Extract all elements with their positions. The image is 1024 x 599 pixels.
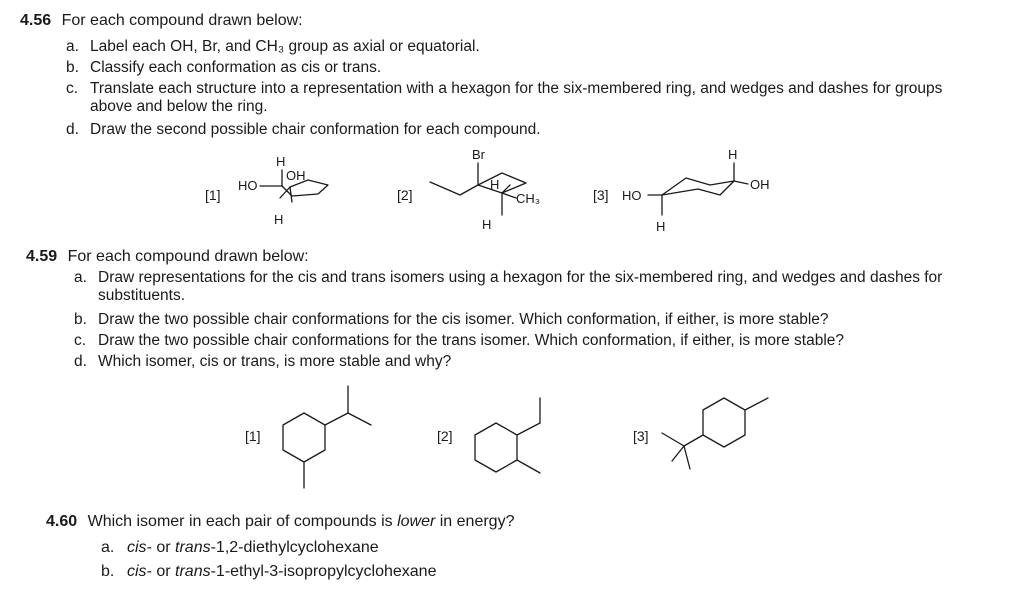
- item-letter: c.: [74, 332, 87, 349]
- group-h: H: [490, 177, 500, 192]
- item-letter: b.: [101, 563, 115, 580]
- item-text: Classify each conformation as cis or trans.: [90, 59, 382, 76]
- item-text: Which isomer, cis or trans, is more stable and why?: [98, 353, 452, 370]
- problem-prompt-emphasis: lower: [397, 513, 436, 530]
- chair-structure-1: [230, 150, 350, 230]
- item-text: Draw representations for the cis and trans isomers using a hexagon for the six-membered ring, and wedges and dashes for substituents.: [98, 269, 943, 304]
- group-ho: HO: [238, 178, 258, 193]
- compound-name: -1,2-diethylcyclohexane: [210, 539, 379, 556]
- chair-ring: [662, 178, 734, 195]
- trans-term: trans: [175, 563, 211, 580]
- item-text: Translate each structure into a representation with a hexagon for the six-membered ring, and wedges and dashes for groups above and below the ring.: [90, 80, 943, 115]
- item-a: [101, 539, 379, 557]
- item-d: [74, 353, 452, 371]
- problem-4-59-header: [26, 248, 309, 266]
- item-b: [74, 311, 829, 329]
- cyclohexane-ring: [703, 398, 745, 447]
- item-d: [66, 121, 541, 139]
- connector-text: - or: [146, 539, 176, 556]
- item-c: [74, 332, 845, 350]
- group-h: H: [276, 154, 286, 169]
- problem-prompt: For each compound drawn below:: [67, 248, 309, 265]
- structure-label: [1]: [245, 428, 261, 444]
- cis-term: cis: [127, 563, 147, 580]
- item-letter: a.: [74, 269, 87, 286]
- bond: [325, 413, 348, 425]
- structure-label: [1]: [205, 187, 221, 203]
- item-a: [74, 269, 999, 304]
- bond: [684, 435, 703, 446]
- chair-structure-2: [420, 145, 560, 235]
- item-text: Draw the two possible chair conformations for the cis isomer. Which conformation, if either, is more stable?: [98, 311, 829, 328]
- problem-4-56-header: [20, 12, 303, 30]
- skeletal-structure-2: [462, 390, 562, 490]
- group-oh: OH: [286, 168, 306, 183]
- structure-label: [2]: [437, 428, 453, 444]
- item-a: [66, 38, 480, 56]
- item-letter: b.: [74, 311, 87, 328]
- problem-prompt-end: in energy?: [435, 513, 515, 530]
- bond: [684, 446, 690, 469]
- group-br: Br: [472, 147, 485, 162]
- group-h: H: [728, 147, 738, 162]
- item-text: Draw the second possible chair conformation for each compound.: [90, 121, 541, 138]
- item-c: [66, 80, 986, 115]
- item-letter: c.: [66, 80, 79, 97]
- group-h: H: [482, 217, 492, 232]
- item-text: Label each OH, Br, and CH₃ group as axial or equatorial.: [90, 38, 480, 55]
- bond: [745, 398, 768, 410]
- group-ch3: CH₃: [516, 191, 541, 206]
- trans-term: trans: [175, 539, 211, 556]
- structure-label: [3]: [593, 187, 609, 203]
- bond: [662, 433, 684, 446]
- group-oh: OH: [750, 177, 770, 192]
- item-letter: a.: [101, 539, 115, 556]
- group-h: H: [656, 219, 666, 234]
- item-b: [101, 563, 437, 581]
- structure-label: [2]: [397, 187, 413, 203]
- problem-number: 4.59: [26, 248, 58, 265]
- item-letter: b.: [66, 59, 79, 76]
- bond: [348, 413, 371, 425]
- bond: [517, 460, 540, 473]
- item-b: [66, 59, 382, 77]
- skeletal-structure-1: [270, 380, 390, 495]
- chair-structure-3: [620, 145, 780, 235]
- problem-number: 4.56: [20, 12, 52, 29]
- skeletal-structure-3: [652, 385, 782, 485]
- item-text: Draw the two possible chair conformations for the trans isomer. Which conformation, if either, is more stable?: [98, 332, 845, 349]
- problem-prompt-start: Which isomer in each pair of compounds is: [87, 513, 398, 530]
- structure-label: [3]: [633, 428, 649, 444]
- group-h: H: [274, 212, 284, 227]
- problem-4-60-header: [46, 513, 514, 531]
- connector-text: - or: [146, 563, 176, 580]
- cyclohexane-ring: [283, 413, 325, 462]
- problem-prompt: For each compound drawn below:: [61, 12, 303, 29]
- cyclohexane-ring: [475, 423, 517, 472]
- bond: [517, 423, 540, 435]
- problem-number: 4.60: [46, 513, 78, 530]
- item-letter: a.: [66, 38, 79, 55]
- item-letter: d.: [74, 353, 87, 370]
- bond: [672, 446, 684, 461]
- compound-name: -1-ethyl-3-isopropylcyclohexane: [210, 563, 437, 580]
- group-ho: HO: [622, 188, 642, 203]
- equatorial-bond: [502, 193, 516, 198]
- cis-term: cis: [127, 539, 147, 556]
- item-letter: d.: [66, 121, 79, 138]
- equatorial-bond: [734, 181, 748, 184]
